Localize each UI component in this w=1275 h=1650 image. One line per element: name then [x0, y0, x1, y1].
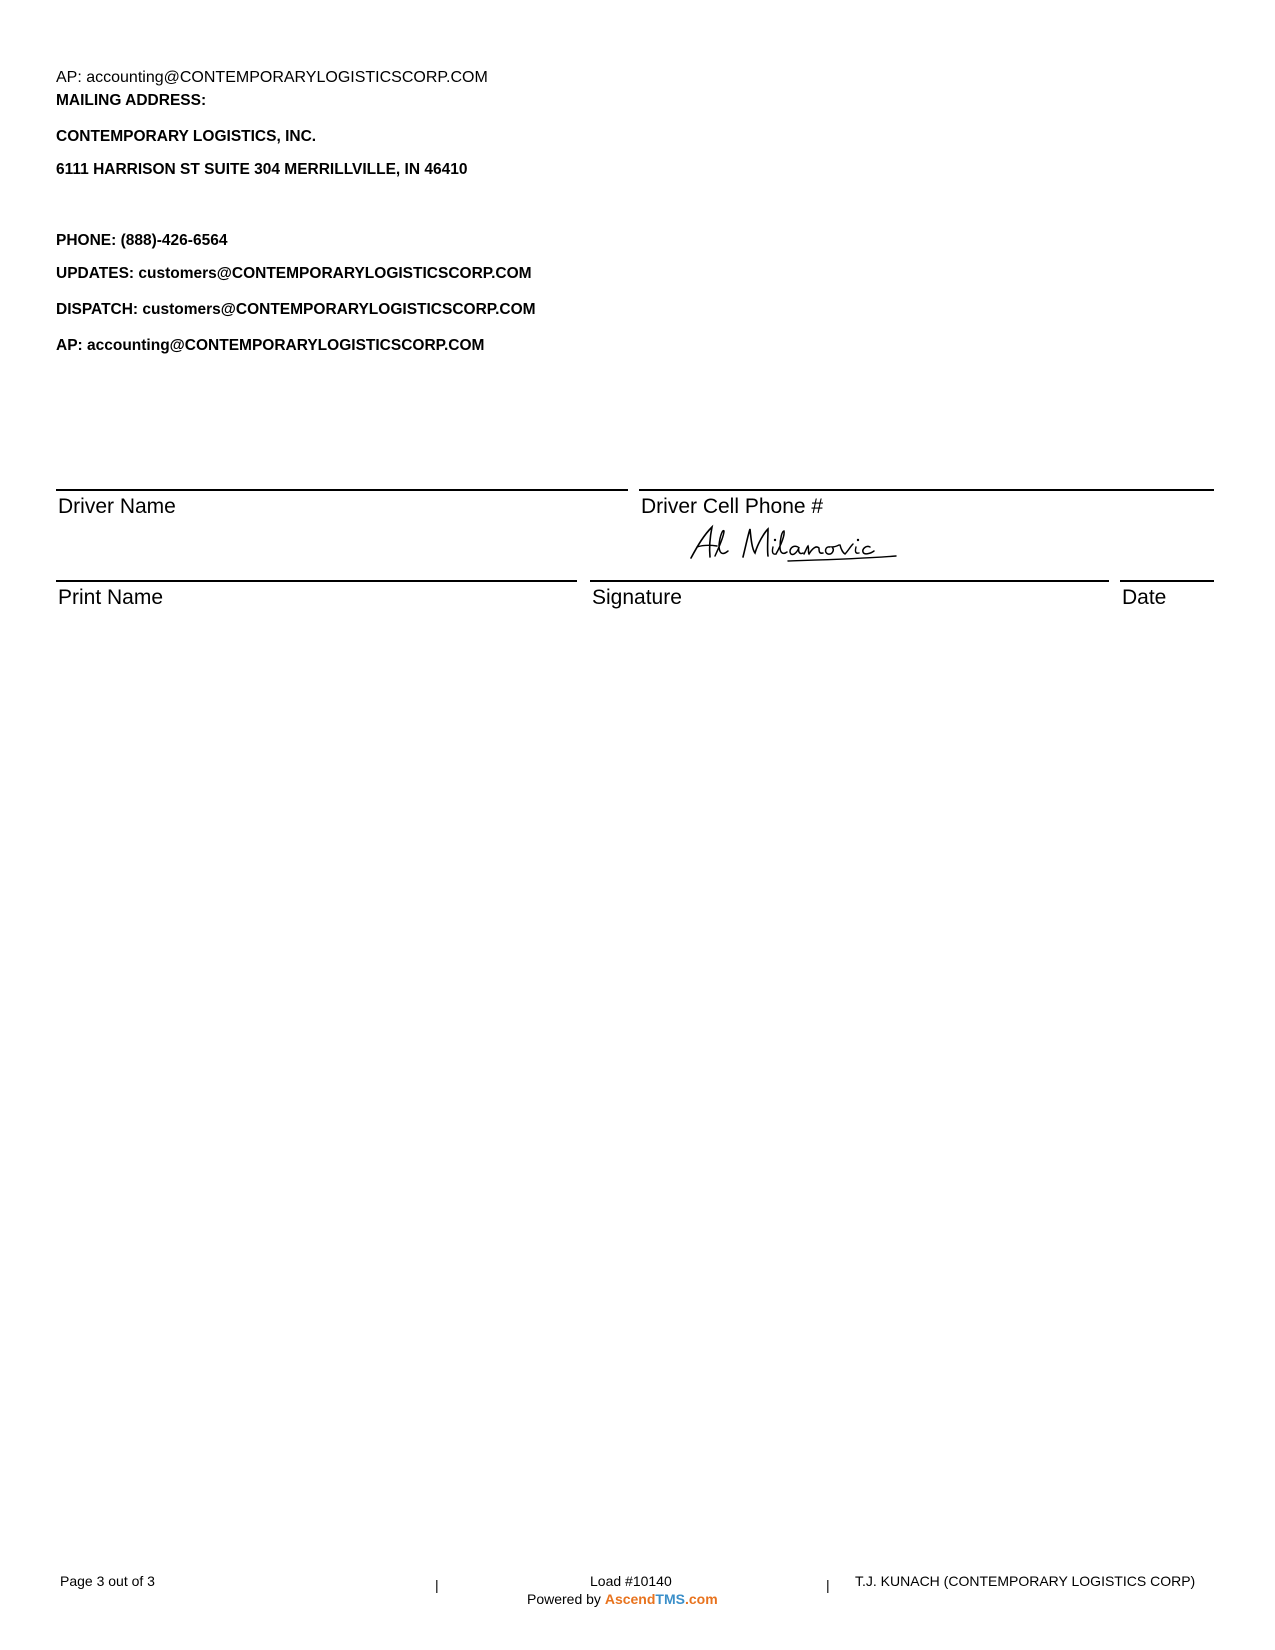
date-rule: [1120, 580, 1214, 582]
mailing-address-label: MAILING ADDRESS:: [56, 92, 207, 109]
print-name-rule: [56, 580, 577, 582]
company-address: 6111 HARRISON ST SUITE 304 MERRILLVILLE, IN 46410: [56, 161, 468, 178]
footer-separator-right: |: [826, 1577, 830, 1593]
page-number: Page 3 out of 3: [60, 1573, 155, 1589]
footer-company: T.J. KUNACH (CONTEMPORARY LOGISTICS CORP): [855, 1573, 1196, 1589]
brand-dotcom: .com: [684, 1591, 718, 1607]
date-label: Date: [1122, 586, 1167, 609]
signature-rule: [590, 580, 1109, 582]
company-name: CONTEMPORARY LOGISTICS, INC.: [56, 128, 317, 145]
brand-ascend: Ascend: [604, 1591, 656, 1607]
footer-separator-left: |: [435, 1577, 439, 1593]
driver-name-label: Driver Name: [58, 495, 176, 518]
ap-header-line: AP: accounting@CONTEMPORARYLOGISTICSCORP.COM: [56, 69, 488, 86]
print-name-label: Print Name: [58, 586, 164, 609]
brand-tms: TMS: [655, 1591, 685, 1607]
handwritten-signature: [688, 523, 903, 565]
powered-by-line: [527, 1591, 718, 1607]
phone-line: PHONE: (888)-426-6564: [56, 232, 228, 249]
driver-cell-phone-label: Driver Cell Phone #: [641, 495, 824, 518]
driver-name-rule: [56, 489, 628, 491]
ap-line: AP: accounting@CONTEMPORARYLOGISTICSCORP.COM: [56, 337, 485, 354]
driver-cell-rule: [639, 489, 1214, 491]
dispatch-line: DISPATCH: customers@CONTEMPORARYLOGISTICSCORP.COM: [56, 301, 536, 318]
signature-label: Signature: [592, 586, 682, 609]
load-number: Load #10140: [590, 1573, 672, 1589]
powered-by-text: Powered by: [527, 1591, 601, 1607]
updates-line: UPDATES: customers@CONTEMPORARYLOGISTICSCORP.COM: [56, 265, 532, 282]
